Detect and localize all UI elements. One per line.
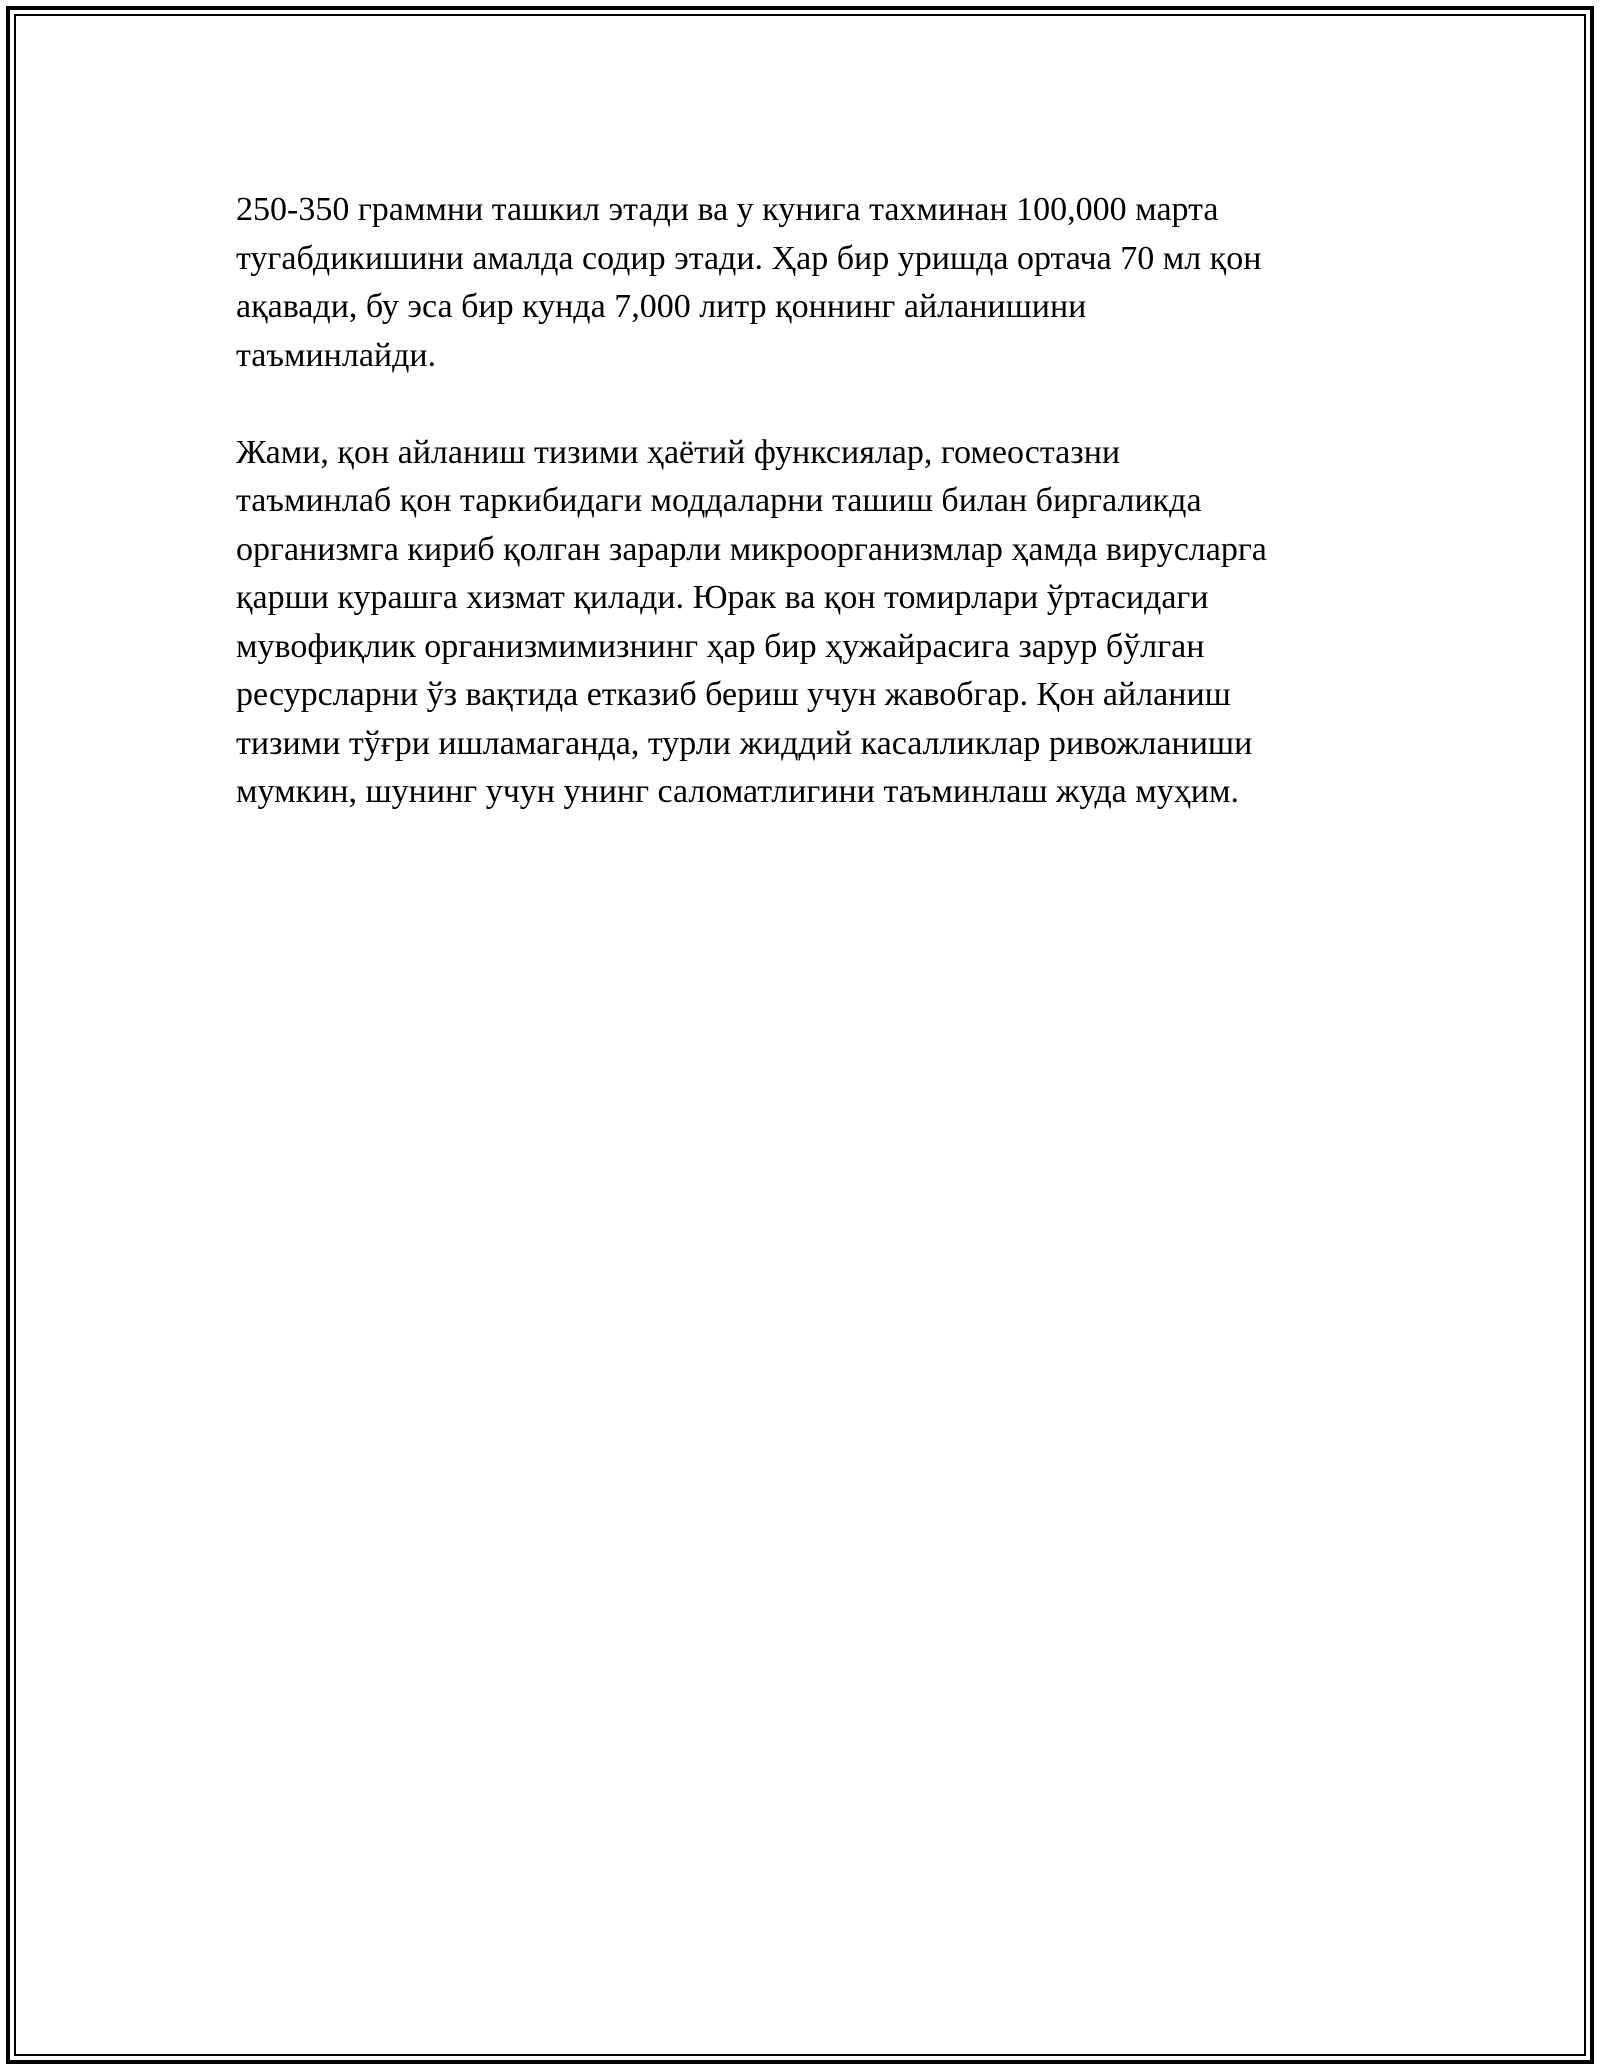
paragraph-line: ақавади, бу эса бир кунда 7,000 литр қоннинг айланишини (236, 288, 1087, 325)
paragraph-line: таъминлайди. (236, 336, 437, 374)
paragraph-line: тугабдикишини амалда содир этади. Ҳар бир уришда ортача 70 мл қон (236, 239, 1262, 277)
paragraph-line: 250-350 граммни ташкил этади ва у кунига тахминан 100,000 марта (236, 191, 1219, 228)
document-body (236, 186, 1376, 817)
paragraph-line: қарши курашга хизмат қилади. Юрак ва қон томирлари ўртасидаги (236, 579, 1209, 616)
paragraph-1 (236, 186, 1376, 380)
paragraph-line: мувофиқлик организмимизнинг ҳар бир ҳужайрасига зарур бўлган (236, 627, 1205, 665)
paragraph-line: ресурсларни ўз вақтида етказиб бериш учун жавобгар. Қон айланиш (236, 676, 1231, 713)
paragraph-line: тизими тўғри ишламаганда, турли жиддий касалликлар ривожланиши (236, 724, 1253, 762)
paragraph-line: таъминлаб қон таркибидаги моддаларни ташиш билан биргаликда (236, 482, 1202, 519)
paragraph-2 (236, 429, 1376, 817)
paragraph-spacer (236, 380, 1376, 429)
paragraph-line: Жами, қон айланиш тизими ҳаётий функсиялар, гомеостазни (236, 433, 1121, 471)
paragraph-line: мумкин, шунинг учун унинг саломатлигини таъминлаш жуда муҳим. (236, 773, 1239, 810)
paragraph-line: организмга кириб қолган зарарли микроорганизмлар ҳамда вирусларга (236, 530, 1267, 568)
